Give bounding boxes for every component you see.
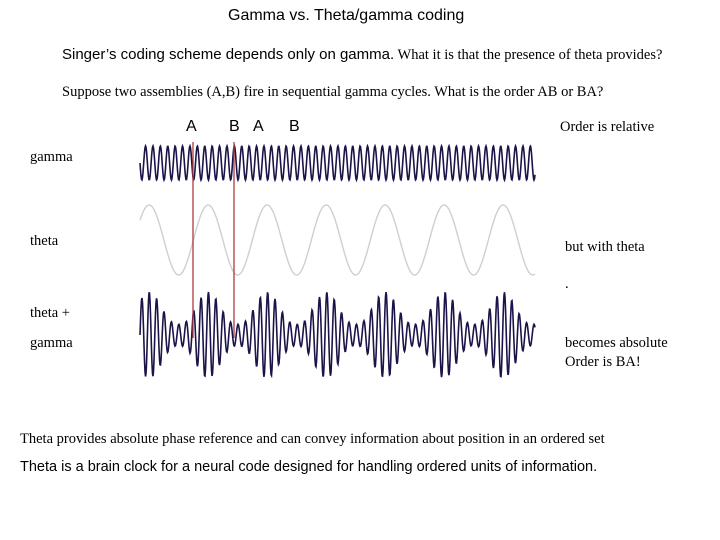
order-is-ba-note: Order is BA!	[565, 354, 641, 370]
intro-line-2: Suppose two assemblies (A,B) fire in sequential gamma cycles. What is the order AB or BA?	[62, 84, 604, 100]
order-relative-note: Order is relative	[560, 119, 655, 135]
marker-b-1: B	[229, 118, 240, 135]
dot-mark: .	[565, 276, 569, 292]
slide-title: Gamma vs. Theta/gamma coding	[228, 7, 465, 24]
marker-a-2: A	[253, 118, 264, 135]
marker-a-1: A	[186, 118, 197, 135]
gamma-label: gamma	[30, 149, 73, 165]
gamma-label-combined: gamma	[30, 335, 73, 351]
footer-line-1: Theta provides absolute phase reference and can convey information about position in an ordered set	[20, 431, 605, 447]
becomes-absolute-note: becomes absolute	[565, 335, 668, 351]
theta-plus-label: theta +	[30, 305, 70, 321]
intro-line-1-serif: What it is that the presence of theta provides?	[394, 47, 663, 63]
theta-gamma-wave	[140, 292, 535, 377]
but-with-theta-note: but with theta	[565, 239, 645, 255]
theta-wave	[140, 205, 535, 275]
theta-label: theta	[30, 233, 59, 249]
intro-line-1-sans: Singer’s coding scheme depends only on gamma.	[62, 46, 395, 63]
gamma-wave	[140, 146, 535, 180]
footer-line-2: Theta is a brain clock for a neural code designed for handling ordered units of information.	[20, 459, 598, 475]
marker-b-2: B	[289, 118, 300, 135]
